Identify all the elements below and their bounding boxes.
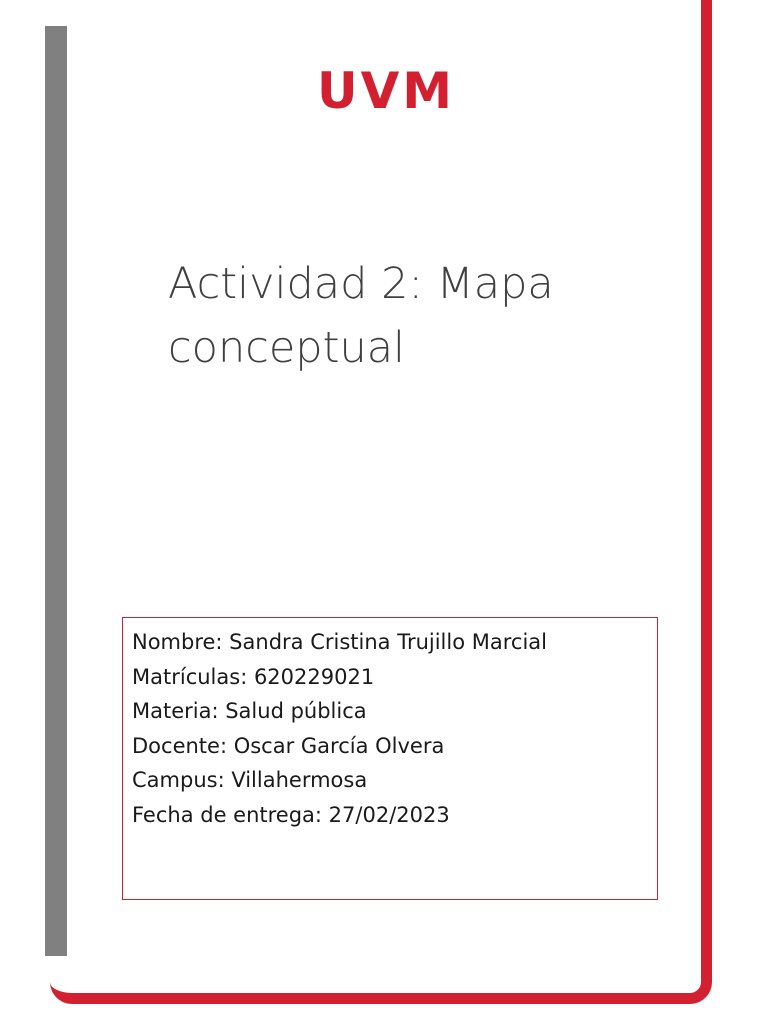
info-fecha: Fecha de entrega: 27/02/2023 <box>132 802 450 827</box>
title-line-1: Actividad 2: Mapa <box>168 259 554 309</box>
uvm-logo-text: UVM <box>316 66 456 114</box>
info-nombre: Nombre: Sandra Cristina Trujillo Marcial <box>132 630 547 654</box>
info-matriculas: Matrículas: 620229021 <box>132 664 375 689</box>
uvm-logo <box>306 66 466 114</box>
title-line-2: conceptual <box>168 323 406 373</box>
student-info-box <box>122 617 658 900</box>
info-materia: Materia: Salud pública <box>132 699 367 723</box>
info-docente: Docente: Oscar García Olvera <box>132 733 445 758</box>
page-title <box>168 252 648 380</box>
info-campus: Campus: Villahermosa <box>132 768 368 792</box>
